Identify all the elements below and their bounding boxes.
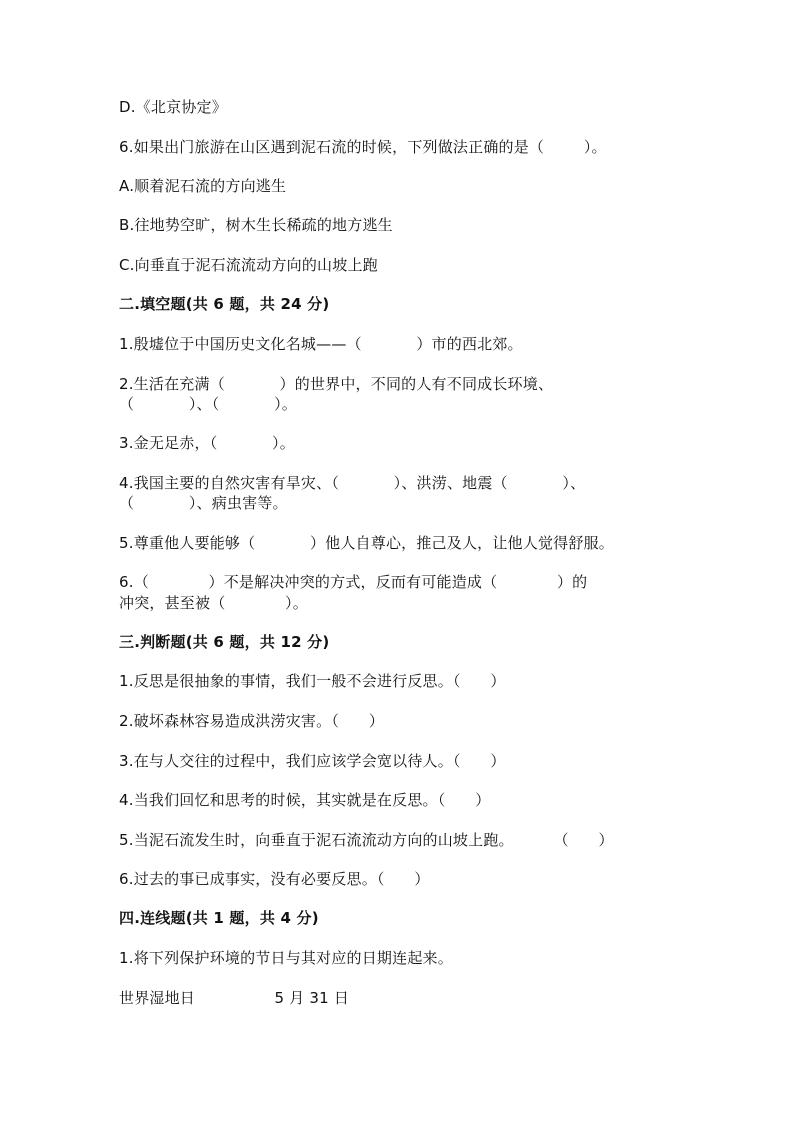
judge-question-4: 4.当我们回忆和思考的时候，其实就是在反思。（ ） xyxy=(119,791,491,809)
fill-question-1: 1.殷墟位于中国历史文化名城——（ ）市的西北郊。 xyxy=(119,335,523,353)
option-c: C.向垂直于泥石流流动方向的山坡上跑 xyxy=(119,256,378,274)
fill-question-5: 5.尊重他人要能够（ ）他人自尊心，推己及人，让他人觉得舒服。 xyxy=(119,534,614,552)
match-question-1: 1.将下列保护环境的节日与其对应的日期连起来。 xyxy=(119,949,453,967)
judge-question-3: 3.在与人交往的过程中，我们应该学会宽以待人。（ ） xyxy=(119,752,506,770)
judge-question-5: 5.当泥石流发生时，向垂直于泥石流流动方向的山坡上跑。 （ ） xyxy=(119,831,614,849)
section-2-heading: 二.填空题(共 6 题，共 24 分) xyxy=(119,295,330,313)
match-row-1: 世界湿地日 5 月 31 日 xyxy=(119,989,350,1007)
fill-question-6-line-2: 冲突，甚至被（ ）。 xyxy=(119,594,308,612)
judge-question-6: 6.过去的事已成事实，没有必要反思。（ ） xyxy=(119,870,430,888)
fill-question-4-line-1: 4.我国主要的自然灾害有旱灾、（ ）、洪涝、地震（ ）、 xyxy=(119,474,586,492)
judge-question-1: 1.反思是很抽象的事情，我们一般不会进行反思。（ ） xyxy=(119,672,506,690)
section-4-heading: 四.连线题(共 1 题，共 4 分) xyxy=(119,909,319,927)
option-b: B.往地势空旷，树木生长稀疏的地方逃生 xyxy=(119,216,393,234)
fill-question-2-line-2: （ ）、（ ）。 xyxy=(119,395,297,413)
judge-question-2: 2.破坏森林容易造成洪涝灾害。（ ） xyxy=(119,712,385,730)
fill-question-3: 3.金无足赤，（ ）。 xyxy=(119,434,295,452)
fill-question-4-line-2: （ ）、病虫害等。 xyxy=(119,494,288,512)
option-d-previous-question: D.《北京协定》 xyxy=(119,98,227,116)
question-6-choice: 6.如果出门旅游在山区遇到泥石流的时候，下列做法正确的是（ ）。 xyxy=(119,138,607,156)
fill-question-6-line-1: 6.（ ）不是解决冲突的方式，反而有可能造成（ ）的 xyxy=(119,573,588,591)
section-3-heading: 三.判断题(共 6 题，共 12 分) xyxy=(119,633,330,651)
fill-question-2-line-1: 2.生活在充满（ ）的世界中，不同的人有不同成长环境、 xyxy=(119,375,554,393)
option-a: A.顺着泥石流的方向逃生 xyxy=(119,177,287,195)
